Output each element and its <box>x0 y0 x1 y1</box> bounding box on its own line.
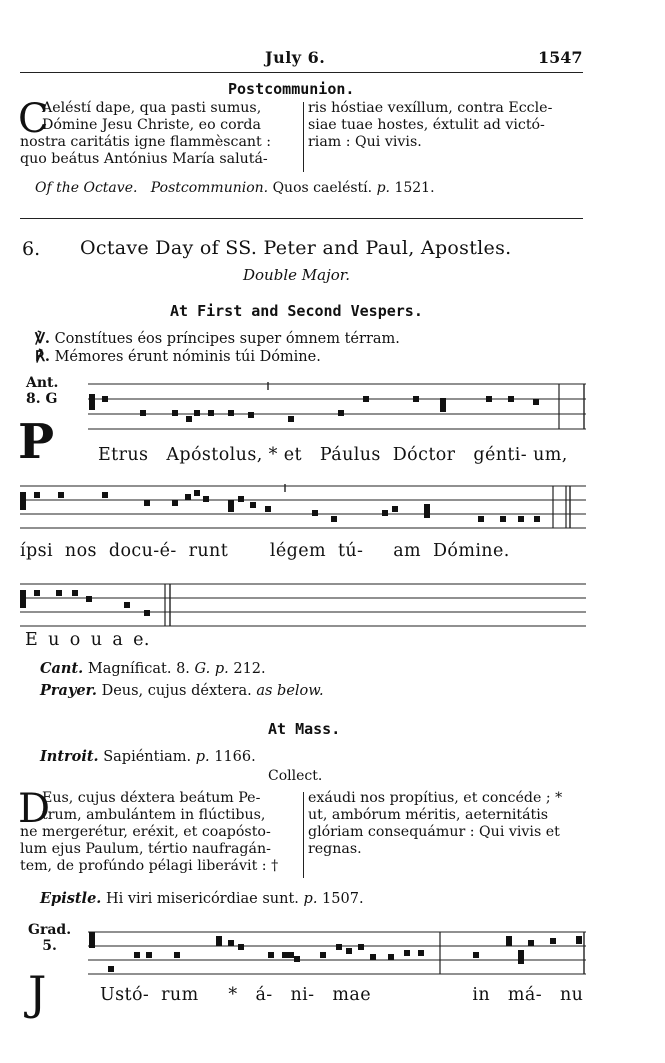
syl: ni- <box>290 985 315 1005</box>
feast-number: 6. <box>22 238 41 260</box>
header-rule <box>20 72 583 73</box>
feast-title: Octave Day of SS. Peter and Paul, Apostles. <box>80 237 512 259</box>
syl: mae <box>332 985 371 1005</box>
feast-rank: Double Major. <box>243 266 351 284</box>
gradual-label-grad: Grad. <box>28 922 72 938</box>
postcommunion-left-column <box>18 96 302 168</box>
vespers-heading: At First and Second Vespers. <box>170 302 423 320</box>
antiphon-dropcap: P <box>18 414 55 470</box>
epistle-num: 1507. <box>322 891 364 907</box>
pc-right-line-1: ris hóstiae vexíllum, contra Eccle- <box>308 100 553 116</box>
antiphon-label <box>26 375 58 407</box>
syl: * <box>228 985 238 1005</box>
euouae-lyrics <box>25 630 150 650</box>
pc-right-line-3: riam : Qui vivis. <box>308 134 422 150</box>
syl: u <box>48 630 60 650</box>
pc-left-line-3: nostra caritátis igne flammèscant : <box>20 134 272 150</box>
response-line <box>35 348 321 365</box>
cant-line <box>40 660 266 677</box>
octave-postcommunion <box>35 180 435 196</box>
syl: a <box>112 630 124 650</box>
response-symbol: ℟. <box>35 348 50 365</box>
collect-left-line-1: Eus, cujus déxtera beátum Pe- <box>42 790 261 806</box>
syl: runt <box>188 541 229 561</box>
cant-text: Magníficat. 8. <box>87 661 190 677</box>
syl: á- <box>255 985 273 1005</box>
syl: légem <box>269 541 326 561</box>
epistle-label: Epistle. <box>40 890 102 907</box>
octave-text: Quos caeléstí. <box>272 180 373 196</box>
running-title: July 6. <box>265 48 326 67</box>
versicle-text: Constítues éos príncipes super ómnem térram. <box>54 331 400 347</box>
gradual-staff <box>88 930 588 980</box>
collect-right-line-4: regnas. <box>308 841 362 857</box>
versicle-line <box>35 330 400 347</box>
introit-num: 1166. <box>214 749 256 765</box>
syl: * <box>268 445 278 465</box>
collect-divider <box>303 792 304 878</box>
syl: et <box>283 445 302 465</box>
introit-label: Introit. <box>40 748 99 765</box>
antiphon-label-ant: Ant. <box>26 375 59 391</box>
cant-label: Cant. <box>40 660 84 677</box>
antiphon-staff-1 <box>88 382 588 438</box>
collect-left-line-5: tem, de profúndo pélagi liberávit : † <box>20 858 279 874</box>
antiphon-lyrics-1 <box>98 445 588 465</box>
syl: E <box>25 630 39 650</box>
syl: o <box>69 630 81 650</box>
cant-mode: G. <box>194 661 211 677</box>
collect-right-line-1: exáudi nos propítius, et concéde ; * <box>308 790 563 806</box>
collect-right-line-2: ut, ambórum méritis, aeternitátis <box>308 807 549 823</box>
prayer-text: Deus, cujus déxtera. <box>101 683 252 699</box>
gradual-lyrics <box>100 985 590 1005</box>
octave-italic: Of the Octave. <box>35 180 138 196</box>
antiphon-lyrics-2 <box>20 541 580 561</box>
gradual-label <box>28 922 71 954</box>
octave-label: Postcommunion. <box>150 180 269 196</box>
epistle-p: p. <box>303 891 318 907</box>
syl: má- <box>507 985 543 1005</box>
prayer-label: Prayer. <box>40 682 97 699</box>
versicle-symbol: ℣. <box>35 330 50 347</box>
syl: e. <box>133 630 150 650</box>
syl: docu-é- <box>108 541 177 561</box>
syl: nu <box>559 985 584 1005</box>
prayer-ref: as below. <box>256 683 324 699</box>
syl: u <box>90 630 103 650</box>
antiphon-staff-3 <box>20 580 588 630</box>
introit-p: p. <box>195 749 210 765</box>
collect-left-line-2: trum, ambulántem in flúctibus, <box>42 807 266 823</box>
syl: Dómine. <box>432 541 510 561</box>
pc-left-line-2: Dómine Jesu Christe, eo corda <box>42 117 261 133</box>
page-number: 1547 <box>538 48 583 67</box>
gradual-label-mode: 5. <box>42 938 57 954</box>
collect-left-line-3: ne mergerétur, eréxit, et coapósto- <box>20 824 271 840</box>
pc-right-line-2: siae tuae hostes, éxtulit ad victó- <box>308 117 545 133</box>
syl: Apóstolus, <box>166 445 263 465</box>
epistle-text: Hi viri misericórdiae sunt. <box>105 891 299 907</box>
octave-ref-p: p. <box>376 180 390 196</box>
antiphon-staff-2 <box>20 484 588 534</box>
postcommunion-right-column <box>308 100 588 151</box>
introit-text: Sapiéntiam. <box>103 749 192 765</box>
collect-left-column <box>18 786 302 875</box>
pc-left-line-4: quo beátus Antónius María salutá- <box>20 151 268 167</box>
cant-num: 212. <box>233 661 266 677</box>
syl: am <box>393 541 422 561</box>
collect-left-line-4: lum ejus Paulum, tértio naufragán- <box>20 841 271 857</box>
prayer-line <box>40 682 324 699</box>
postcommunion-heading: Postcommunion. <box>228 80 355 98</box>
cant-p: p. <box>214 661 229 677</box>
response-text: Mémores érunt nóminis túi Dómine. <box>54 349 321 365</box>
postcommunion-dropcap: C <box>18 96 49 142</box>
collect-right-line-3: glóriam consequámur : Qui vivis et <box>308 824 560 840</box>
antiphon-label-mode: 8. G <box>26 391 58 407</box>
collect-heading: Collect. <box>268 768 323 784</box>
introit-line <box>40 748 256 765</box>
column-divider <box>303 102 304 172</box>
epistle-line <box>40 890 364 907</box>
octave-ref-num: 1521. <box>394 180 435 196</box>
syl: génti- <box>473 445 528 465</box>
collect-dropcap: D <box>18 786 51 832</box>
syl: ípsi <box>20 541 53 561</box>
syl: Páulus <box>319 445 381 465</box>
syl: Ustó- <box>100 985 150 1005</box>
mass-heading: At Mass. <box>268 720 341 738</box>
syl: tú- <box>337 541 364 561</box>
gradual-dropcap: J <box>28 966 47 1020</box>
syl: um, <box>533 445 568 465</box>
syl: in <box>472 985 491 1005</box>
collect-right-column <box>308 790 588 858</box>
syl: Dóctor <box>392 445 456 465</box>
pc-left-line-1: Aeléstí dape, qua pasti sumus, <box>42 100 262 116</box>
section-rule <box>20 218 583 219</box>
syl: rum <box>161 985 199 1005</box>
syl: Etrus <box>98 445 149 465</box>
syl: nos <box>64 541 97 561</box>
